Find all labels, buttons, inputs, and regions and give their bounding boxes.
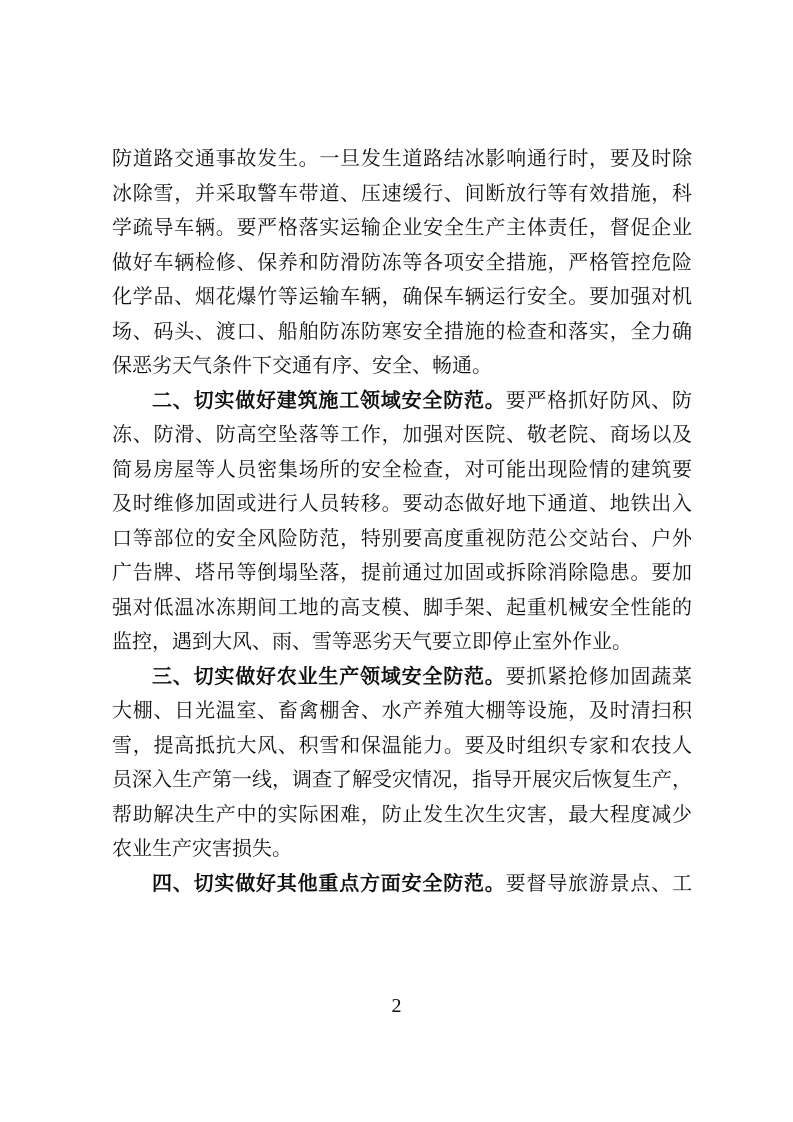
text-line: 防道路交通事故发生。一旦发生道路结冰影响通行时，要及时除 bbox=[112, 146, 692, 170]
page-number: 2 bbox=[391, 995, 402, 1017]
paragraph-construction-safety bbox=[112, 383, 692, 659]
text-line: 冻、防滑、防高空坠落等工作，加强对医院、敬老院、商场以及 bbox=[112, 422, 692, 446]
text-line: 大棚、日光温室、畜禽棚舍、水产养殖大棚等设施，及时清扫积 bbox=[112, 698, 692, 722]
text-line: 及时维修加固或进行人员转移。要动态做好地下通道、地铁出入 bbox=[112, 491, 692, 515]
text-line: 强对低温冰冻期间工地的高支模、脚手架、起重机械安全性能的 bbox=[112, 594, 692, 619]
text-line: 雪，提高抵抗大风、积雪和保温能力。要及时组织专家和农技人 bbox=[112, 732, 692, 757]
section-heading: 三、切实做好农业生产领域安全防范。 bbox=[152, 663, 506, 688]
text-line: 口等部位的安全风险防范，特别要高度重视防范公交站台、户外 bbox=[112, 525, 692, 550]
text-line: 做好车辆检修、保养和防滑防冻等各项安全措施，严格管控危险 bbox=[112, 249, 692, 274]
text-line: 简易房屋等人员密集场所的安全检查，对可能出现险情的建筑要 bbox=[112, 456, 692, 481]
paragraph-agriculture-safety bbox=[112, 659, 692, 866]
text-line: 学疏导车辆。要严格落实运输企业安全生产主体责任，督促企业 bbox=[112, 215, 692, 239]
document-body bbox=[112, 141, 692, 900]
text-line: 员深入生产第一线，调查了解受灾情况，指导开展灾后恢复生产， bbox=[112, 767, 692, 791]
text-line: 化学品、烟花爆竹等运输车辆，确保车辆运行安全。要加强对机 bbox=[112, 284, 692, 308]
text-line: 保恶劣天气条件下交通有序、安全、畅通。 bbox=[112, 353, 492, 377]
text-run: 要抓紧抢修加固蔬菜 bbox=[505, 663, 692, 688]
paragraph-other-safety bbox=[112, 866, 692, 901]
text-line: 农业生产灾害损失。 bbox=[112, 836, 292, 860]
paragraph-first-line bbox=[112, 383, 692, 418]
text-line: 帮助解决生产中的实际困难，防止发生次生灾害，最大程度减少 bbox=[112, 801, 692, 826]
text-run: 要督导旅游景点、工 bbox=[505, 870, 692, 895]
text-line: 监控，遇到大风、雨、雪等恶劣天气要立即停止室外作业。 bbox=[112, 629, 632, 653]
text-line: 广告牌、塔吊等倒塌坠落，提前通过加固或拆除消除隐患。要加 bbox=[112, 560, 692, 584]
paragraph-traffic-safety bbox=[112, 141, 692, 383]
paragraph-first-line bbox=[112, 659, 692, 694]
section-heading: 四、切实做好其他重点方面安全防范。 bbox=[152, 870, 506, 895]
text-run: 要严格抓好防风、防 bbox=[505, 387, 692, 412]
section-heading: 二、切实做好建筑施工领域安全防范。 bbox=[152, 387, 506, 412]
paragraph-first-line bbox=[112, 866, 692, 901]
text-line: 冰除雪，并采取警车带道、压速缓行、间断放行等有效措施，科 bbox=[112, 180, 692, 205]
text-line: 场、码头、渡口、船舶防冻防寒安全措施的检查和落实，全力确 bbox=[112, 318, 692, 343]
